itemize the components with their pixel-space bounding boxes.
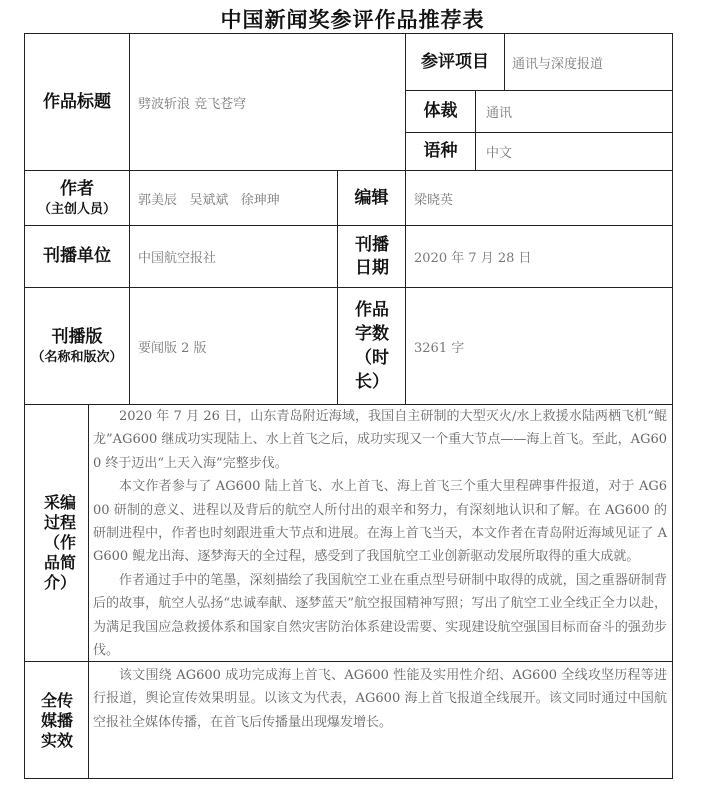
genre-value: 通讯 <box>486 106 513 121</box>
process-text <box>93 405 667 662</box>
process-paragraph: 作者通过手中的笔墨，深刻描绘了我国航空工业在重点型号研制中取得的成就，国之重器研制背后的故事，航空人弘扬“忠诚奉献、逐梦蓝天”航空报国精神写照；写出了航空工业全线正全力以赴，为满足我国应急救援体系和国家自然灾害防治体系建设需要、实现建设航空强国目标而奋斗的强劲步伐。 <box>93 572 667 659</box>
edition-label-text: 刊播版 <box>51 326 103 347</box>
genre-label: 体裁 <box>423 101 458 122</box>
effect-paragraph: 该文围绕 AG600 成功完成海上首飞、AG600 性能及实用性介绍、AG600 全线攻坚历程等进行报道，舆论宣传效果明显。以该文为代表，AG600 海上首飞报道全线展开。该文同时通过中国航空报社全媒体传播，在首飞后传播量出现爆发增长。 <box>93 668 667 730</box>
publish-date-label: 刊播日期 <box>355 234 389 278</box>
category-value: 通讯与深度报道 <box>512 56 604 72</box>
publisher-value: 中国航空报社 <box>138 251 217 266</box>
publisher-label: 刊播单位 <box>43 246 111 267</box>
publish-date-value: 2020 年 7 月 28 日 <box>414 251 532 266</box>
edition-label-sub: （名称和版次） <box>31 349 123 365</box>
process-label: 采编过程（作品简介） <box>44 493 77 592</box>
form-title: 中国新闻奖参评作品推荐表 <box>220 8 485 32</box>
language-value: 中文 <box>486 146 513 161</box>
process-paragraph: 2020 年 7 月 26 日，山东青岛附近海域，我国自主研制的大型灭火/水上救援水陆两栖飞机“鲲龙”AG600 继成功实现陆上、水上首飞之后，成功实现又一个重大节点——海上首飞。至此，AG600 终于迈出“上天入海”完整步伐。 <box>93 409 667 471</box>
word-count-value: 3261 字 <box>414 340 465 356</box>
work-title-label: 作品标题 <box>43 91 111 112</box>
edition-value: 要闻版 2 版 <box>138 340 207 356</box>
language-label: 语种 <box>423 141 458 162</box>
effect-text <box>93 664 667 734</box>
edition-label <box>25 288 129 404</box>
editor-label: 编辑 <box>354 187 389 208</box>
author-value: 郭美辰 吴斌斌 徐珅珅 <box>138 192 280 208</box>
author-label-sub: （主创人员） <box>37 201 116 217</box>
editor-value: 梁晓英 <box>414 192 454 208</box>
recommendation-table <box>24 33 673 779</box>
category-label: 参评项目 <box>421 51 489 72</box>
word-count-label: 作品字数（时长） <box>355 300 389 392</box>
work-title-value: 劈波斩浪 竞飞苍穹 <box>138 96 247 112</box>
effect-label: 全传媒播实效 <box>40 691 73 750</box>
process-paragraph: 本文作者参与了 AG600 陆上首飞、水上首飞、海上首飞三个重大里程碑事件报道，对于 AG600 研制的意义、进程以及背后的航空人所付出的艰辛和努力，有深刻地认识和了解。在 AG600 的研制进程中，作者也时刻跟进重大节点和进展。在海上首飞当天，本文作者在青岛附近海域见证了 AG600 鲲龙出海、逐梦海天的全过程，感受到了我国航空工业创新驱动发展所取得的重大成就。 <box>93 479 667 565</box>
author-label-text: 作者 <box>60 178 94 199</box>
author-label <box>25 171 129 225</box>
